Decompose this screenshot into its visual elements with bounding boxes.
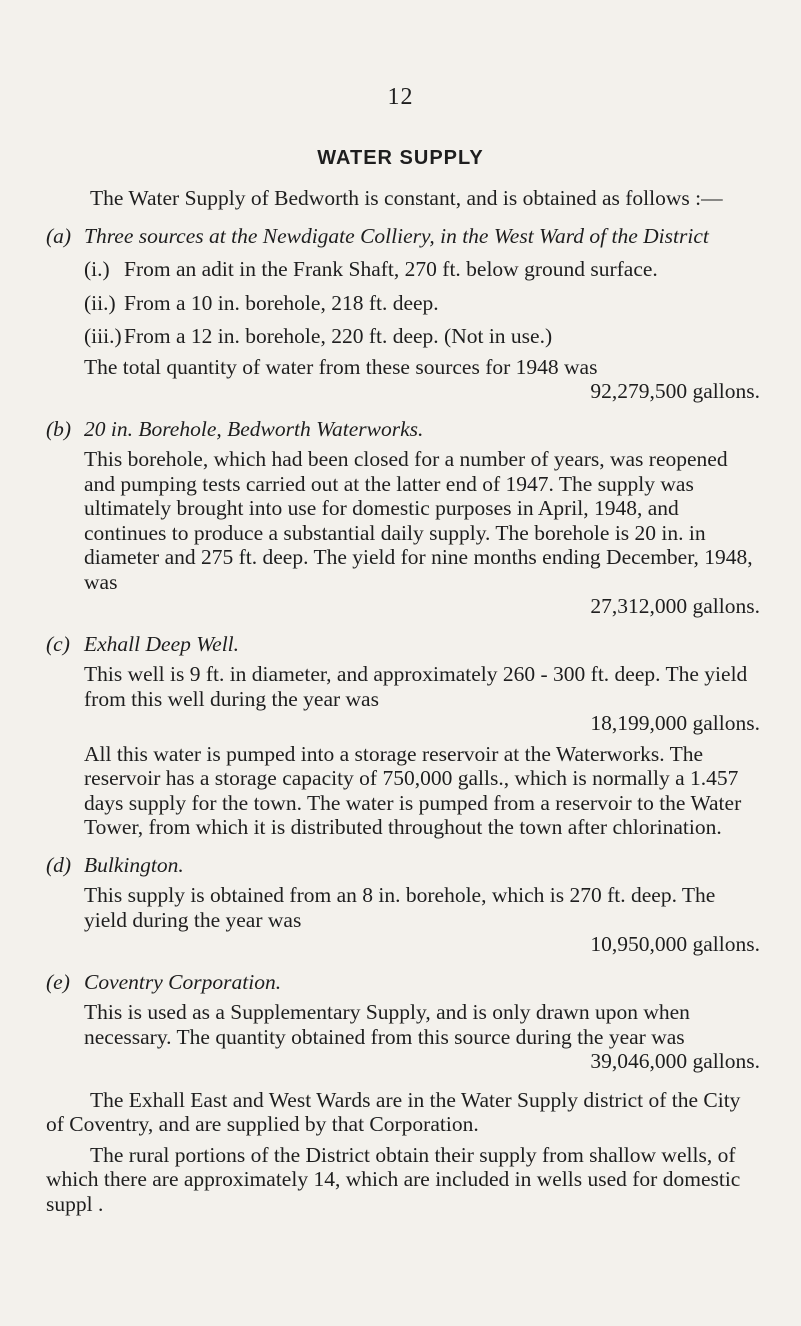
section-e-amount: 39,046,000 gallons. (590, 1049, 760, 1073)
intro-paragraph: The Water Supply of Bedworth is constant, and is obtained as follows :— (90, 186, 723, 210)
item-number: (ii.) (84, 290, 116, 315)
item-text: From an adit in the Frank Shaft, 270 ft. below ground surface. (124, 257, 658, 281)
section-d (46, 853, 760, 957)
section-a-amount: 92,279,500 gallons. (590, 379, 760, 403)
section-c-label: (c) (46, 631, 70, 656)
section-e-heading: Coventry Corporation. (84, 969, 282, 994)
list-item (84, 324, 760, 349)
section-c-text: This well is 9 ft. in diameter, and approximately 260 - 300 ft. deep. The yield from this well during the year was (84, 662, 748, 711)
section-d-amount: 10,950,000 gallons. (590, 932, 760, 956)
section-d-label: (d) (46, 852, 72, 877)
section-a-label: (a) (46, 223, 72, 248)
section-e-text: This is used as a Supplementary Supply, and is only drawn upon when necessary. The quantity obtained from this source during the year was (84, 1000, 690, 1049)
section-b-amount: 27,312,000 gallons. (590, 594, 760, 618)
section-e-label: (e) (46, 969, 70, 994)
page-number: 12 (387, 84, 414, 110)
item-text: From a 10 in. borehole, 218 ft. deep. (124, 290, 439, 315)
list-item (84, 257, 760, 282)
section-d-heading: Bulkington. (84, 852, 184, 877)
section-b (46, 417, 760, 619)
section-b-label: (b) (46, 416, 72, 441)
section-c-text-2: All this water is pumped into a storage reservoir at the Waterworks. The reservoir has a storage capacity of 750,000 galls., which is normally a 1.457 days supply for the town. The water is pumped from a reservoir to the Water Tower, from which it is distributed throughout the town after chlorination. (84, 741, 742, 839)
section-a (46, 224, 760, 404)
list-item (84, 291, 760, 316)
section-c-heading: Exhall Deep Well. (84, 631, 240, 656)
page-title: WATER SUPPLY (317, 147, 484, 169)
item-number: (iii.) (84, 324, 122, 348)
section-b-heading: 20 in. Borehole, Bedworth Waterworks. (84, 416, 424, 441)
section-a-heading: Three sources at the Newdigate Colliery, in the West Ward of the District (84, 223, 709, 248)
section-b-text: This borehole, which had been closed for a number of years, was reopened and pumping tests carried out at the latter end of 1947. The supply was ultimately brought into use for domestic purposes in April, 1948, and continues to produce a substantial daily supply. The borehole is 20 in. in diameter and 275 ft. deep. The yield for nine months ending December, 1948, was (84, 447, 753, 594)
item-number: (i.) (84, 257, 110, 281)
section-c (46, 632, 760, 840)
closing-paragraph-2: The rural portions of the District obtain their supply from shallow wells, of which there are approximately 14, which are included in wells used for domestic suppl . (46, 1142, 741, 1216)
section-a-total-text: The total quantity of water from these sources for 1948 was (84, 354, 598, 379)
closing-paragraph-1: The Exhall East and West Wards are in the Water Supply district of the City of Coventry, and are supplied by that Corporation. (46, 1087, 741, 1136)
section-d-text: This supply is obtained from an 8 in. borehole, which is 270 ft. deep. The yield during the year was (84, 883, 716, 932)
document-body (46, 186, 760, 1216)
section-c-amount: 18,199,000 gallons. (590, 711, 760, 735)
item-text: From a 12 in. borehole, 220 ft. deep. (Not in use.) (124, 324, 553, 348)
section-e (46, 970, 760, 1074)
